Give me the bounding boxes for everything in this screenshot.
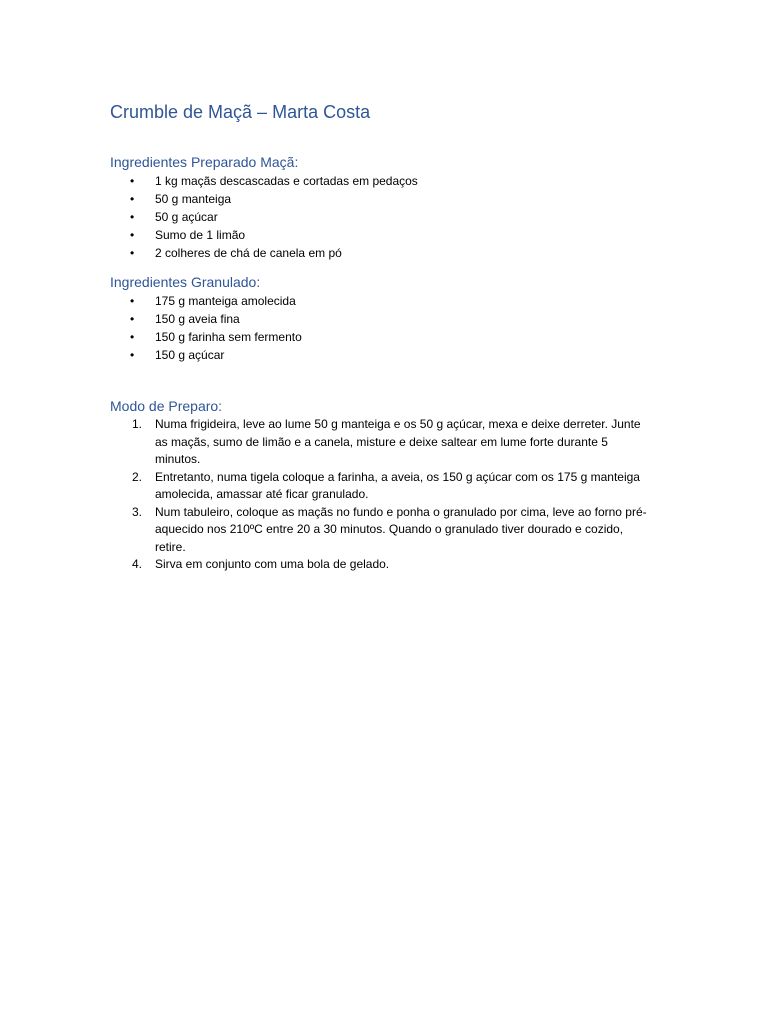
list-item-text: 50 g açúcar — [155, 210, 218, 224]
list-item-text: 175 g manteiga amolecida — [155, 294, 296, 308]
step-item — [110, 469, 650, 504]
bullet-icon: • — [130, 294, 135, 308]
list-item — [110, 226, 650, 244]
page-title: Crumble de Maçã – Marta Costa — [110, 102, 371, 122]
bullet-icon: • — [130, 330, 135, 344]
list-item-text: 150 g açúcar — [155, 348, 225, 362]
step-item — [110, 416, 650, 469]
list-item — [110, 208, 650, 226]
step-number: 2. — [132, 469, 143, 484]
step-text: Num tabuleiro, coloque as maçãs no fundo e ponha o granulado por cima, leve ao forno pré-aquecido nos 210ºC entre 20 a 30 minutos. Quando o granulado tiver dourado e cozido, retire. — [155, 504, 647, 554]
step-text: Numa frigideira, leve ao lume 50 g manteiga e os 50 g açúcar, mexa e deixe derreter. Junte as maçãs, sumo de limão e a canela, misture e deixe saltear em lume forte durante 5 minutos. — [155, 417, 641, 466]
step-number: 3. — [132, 504, 143, 519]
list-item — [110, 328, 650, 346]
bullet-icon: • — [130, 312, 135, 326]
list-item-text: 1 kg maçãs descascadas e cortadas em pedaços — [155, 174, 418, 188]
list-item-text: 150 g aveia fina — [155, 312, 240, 326]
list-item-text: 150 g farinha sem fermento — [155, 330, 302, 344]
list-item — [110, 172, 650, 190]
section-granulado-ingredients — [110, 272, 650, 364]
bullet-icon: • — [130, 228, 135, 242]
list-item — [110, 346, 650, 364]
preparation-steps — [110, 416, 650, 574]
list-item — [110, 310, 650, 328]
list-item-text: 2 colheres de chá de canela em pó — [155, 246, 342, 260]
step-text: Entretanto, numa tigela coloque a farinha, a aveia, os 150 g açúcar com os 175 g manteiga amolecida, amassar até ficar granulado. — [155, 469, 640, 501]
section-heading: Ingredientes Granulado: — [110, 274, 261, 290]
section-heading: Modo de Preparo: — [110, 398, 223, 414]
document-page — [110, 100, 650, 574]
list-item — [110, 190, 650, 208]
step-text: Sirva em conjunto com uma bola de gelado. — [155, 557, 390, 571]
list-item — [110, 244, 650, 262]
section-preparation — [110, 396, 650, 574]
bullet-icon: • — [130, 246, 135, 260]
step-number: 1. — [132, 417, 143, 431]
bullet-icon: • — [130, 210, 135, 224]
bullet-icon: • — [130, 174, 135, 188]
bullet-icon: • — [130, 348, 135, 362]
list-item-text: 50 g manteiga — [155, 192, 232, 206]
list-item-text: Sumo de 1 limão — [155, 228, 246, 242]
ingredient-list — [110, 172, 650, 262]
section-heading: Ingredientes Preparado Maçã: — [110, 154, 299, 170]
ingredient-list — [110, 292, 650, 364]
list-item — [110, 292, 650, 310]
step-number: 4. — [132, 557, 143, 571]
section-apple-ingredients — [110, 152, 650, 262]
bullet-icon: • — [130, 192, 135, 206]
step-item — [110, 504, 650, 557]
step-item — [110, 556, 650, 574]
